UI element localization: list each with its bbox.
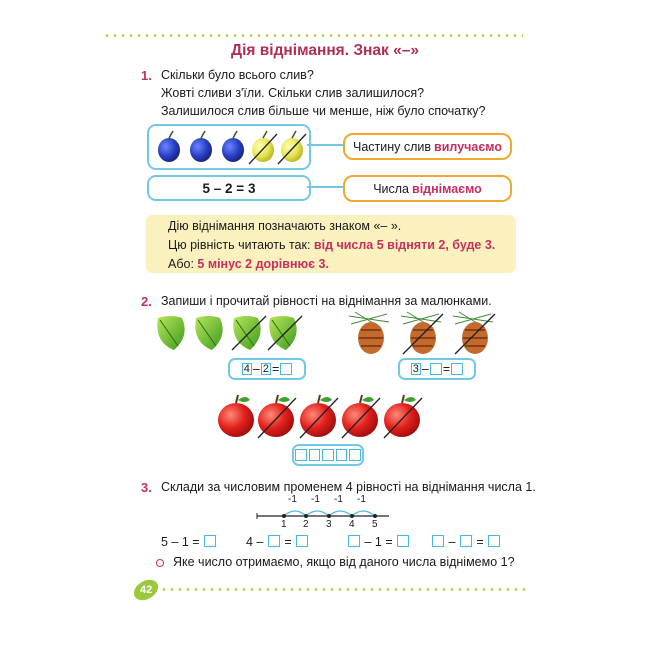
tick-label-2: 2 [303,519,309,530]
equation-1-answer-box[interactable] [204,535,216,547]
equation-2-subtrahend-box[interactable] [268,535,280,547]
pinecones-equation-field[interactable] [398,358,476,380]
apple-4-crossed [342,395,380,438]
tick-label-5: 5 [372,519,378,530]
equation-row-1 [161,532,217,552]
tick-label-3: 3 [326,519,332,530]
plum-blue-1 [158,131,180,162]
pinecone-1 [349,312,389,354]
equation-4-minuend-box[interactable] [432,535,444,547]
rule-line-3-emphasis: 5 мінус 2 дорівнює 3. [197,257,329,271]
leaves-a-box: 4 [243,363,250,375]
leaves-equation-field[interactable] [228,358,306,380]
apples-box-5[interactable] [349,449,361,461]
leaves-equals: = [271,362,280,376]
exercise-3-text: Склади за числовим променем 4 рівності на віднімання числа 1. [161,480,536,494]
equation-2-equals: = [280,535,296,549]
exercise-3-question: Яке число отримаємо, якщо від даного числа віднімемо 1? [173,555,515,569]
rule-line-1: Дію віднімання позначають знаком «– ». [168,219,402,233]
connector-lines [307,130,347,210]
leaf-2 [195,316,222,350]
apple-3-crossed [300,395,338,438]
equation-row-2 [246,532,309,552]
note-2-emphasis: віднімаємо [412,181,482,196]
equation-4-subtrahend-box[interactable] [460,535,472,547]
equation-1-text: 5 – 1 = [161,535,200,549]
equation-5-minus-2: 5 – 2 = 3 [202,180,256,196]
equation-2-answer-box[interactable] [296,535,308,547]
pinecones-a-box: 3 [412,363,419,375]
equation-3-answer-box[interactable] [397,535,409,547]
tick-label-4: 4 [349,519,355,530]
apple-5-crossed [384,395,422,438]
rule-line-3 [168,254,329,274]
note-1-text: Частину слив [353,139,432,154]
note-1-emphasis: вилучаємо [434,139,502,154]
apple-2-crossed [258,395,296,438]
pinecones-equals: = [442,362,451,376]
exercise-1-question-1: Скільки було всього слив? [161,68,314,82]
note-remove-part [343,133,512,160]
rule-line-2 [168,235,495,255]
tick-label-1: 1 [281,519,287,530]
pinecones-result-box[interactable] [451,363,463,375]
apples-illustration [214,392,424,440]
exercise-1-number: 1. [141,68,152,83]
apples-box-4[interactable] [336,449,348,461]
pinecone-3-crossed [453,312,495,354]
plum-blue-3 [222,131,244,162]
pinecones-b-box[interactable] [430,363,442,375]
note-subtract-numbers [343,175,512,202]
step-label-2: -1 [311,494,320,505]
step-label-3: -1 [334,494,343,505]
top-dotted-border [103,34,523,37]
equation-row-3 [347,532,410,552]
page-number-badge [130,576,162,605]
equation-3-minuend-box[interactable] [348,535,360,547]
exercise-3-number: 3. [141,480,152,495]
step-label-1: -1 [288,494,297,505]
question-bullet-icon [156,559,164,567]
exercise-1-question-3: Залишилося слив більше чи менше, ніж було спочатку? [161,104,486,118]
equation-panel [147,175,311,201]
exercise-1-question-2: Жовті сливи з'їли. Скільки слив залишилося? [161,86,425,100]
apple-1 [218,395,254,437]
bottom-dotted-border [160,588,528,591]
plum-yellow-crossed-2 [278,131,306,164]
equation-4-equals: = [472,535,488,549]
leaves-b-box: 2 [262,363,269,375]
leaves-illustration [150,312,310,354]
leaves-result-box[interactable] [280,363,292,375]
leaves-minus: – [252,362,260,376]
equation-3-text: – 1 = [361,535,397,549]
plum-yellow-crossed-1 [249,131,277,164]
pinecone-2-crossed [401,312,443,354]
rule-line-2-emphasis: від числа 5 відняти 2, буде 3. [313,238,496,252]
pinecones-minus: – [421,362,429,376]
equation-row-4 [431,532,501,552]
apples-box-2[interactable] [309,449,321,461]
note-2-text: Числа [373,181,410,196]
step-label-4: -1 [357,494,366,505]
rule-line-2-text: Цю рівність читають так: [168,238,314,252]
exercise-2-text: Запиши і прочитай рівності на віднімання за малюнками. [161,294,492,308]
page-number: 42 [139,584,153,596]
rule-line-3-text: Або: [168,257,198,271]
leaf-3-crossed [232,316,266,350]
leaf-1 [157,316,184,350]
plums-illustration [149,126,309,168]
equation-4-minus: – [445,535,459,549]
leaf-4-crossed [268,316,302,350]
equation-4-answer-box[interactable] [488,535,500,547]
apples-equation-field[interactable] [292,444,364,466]
plums-panel [147,124,311,170]
page-title: Дія віднімання. Знак «–» [231,42,419,59]
apples-box-3[interactable] [322,449,334,461]
plum-blue-2 [190,131,212,162]
exercise-2-number: 2. [141,294,152,309]
apples-box-1[interactable] [295,449,307,461]
pinecones-illustration [345,308,505,358]
number-line [255,494,395,530]
equation-2-text: 4 – [246,535,267,549]
